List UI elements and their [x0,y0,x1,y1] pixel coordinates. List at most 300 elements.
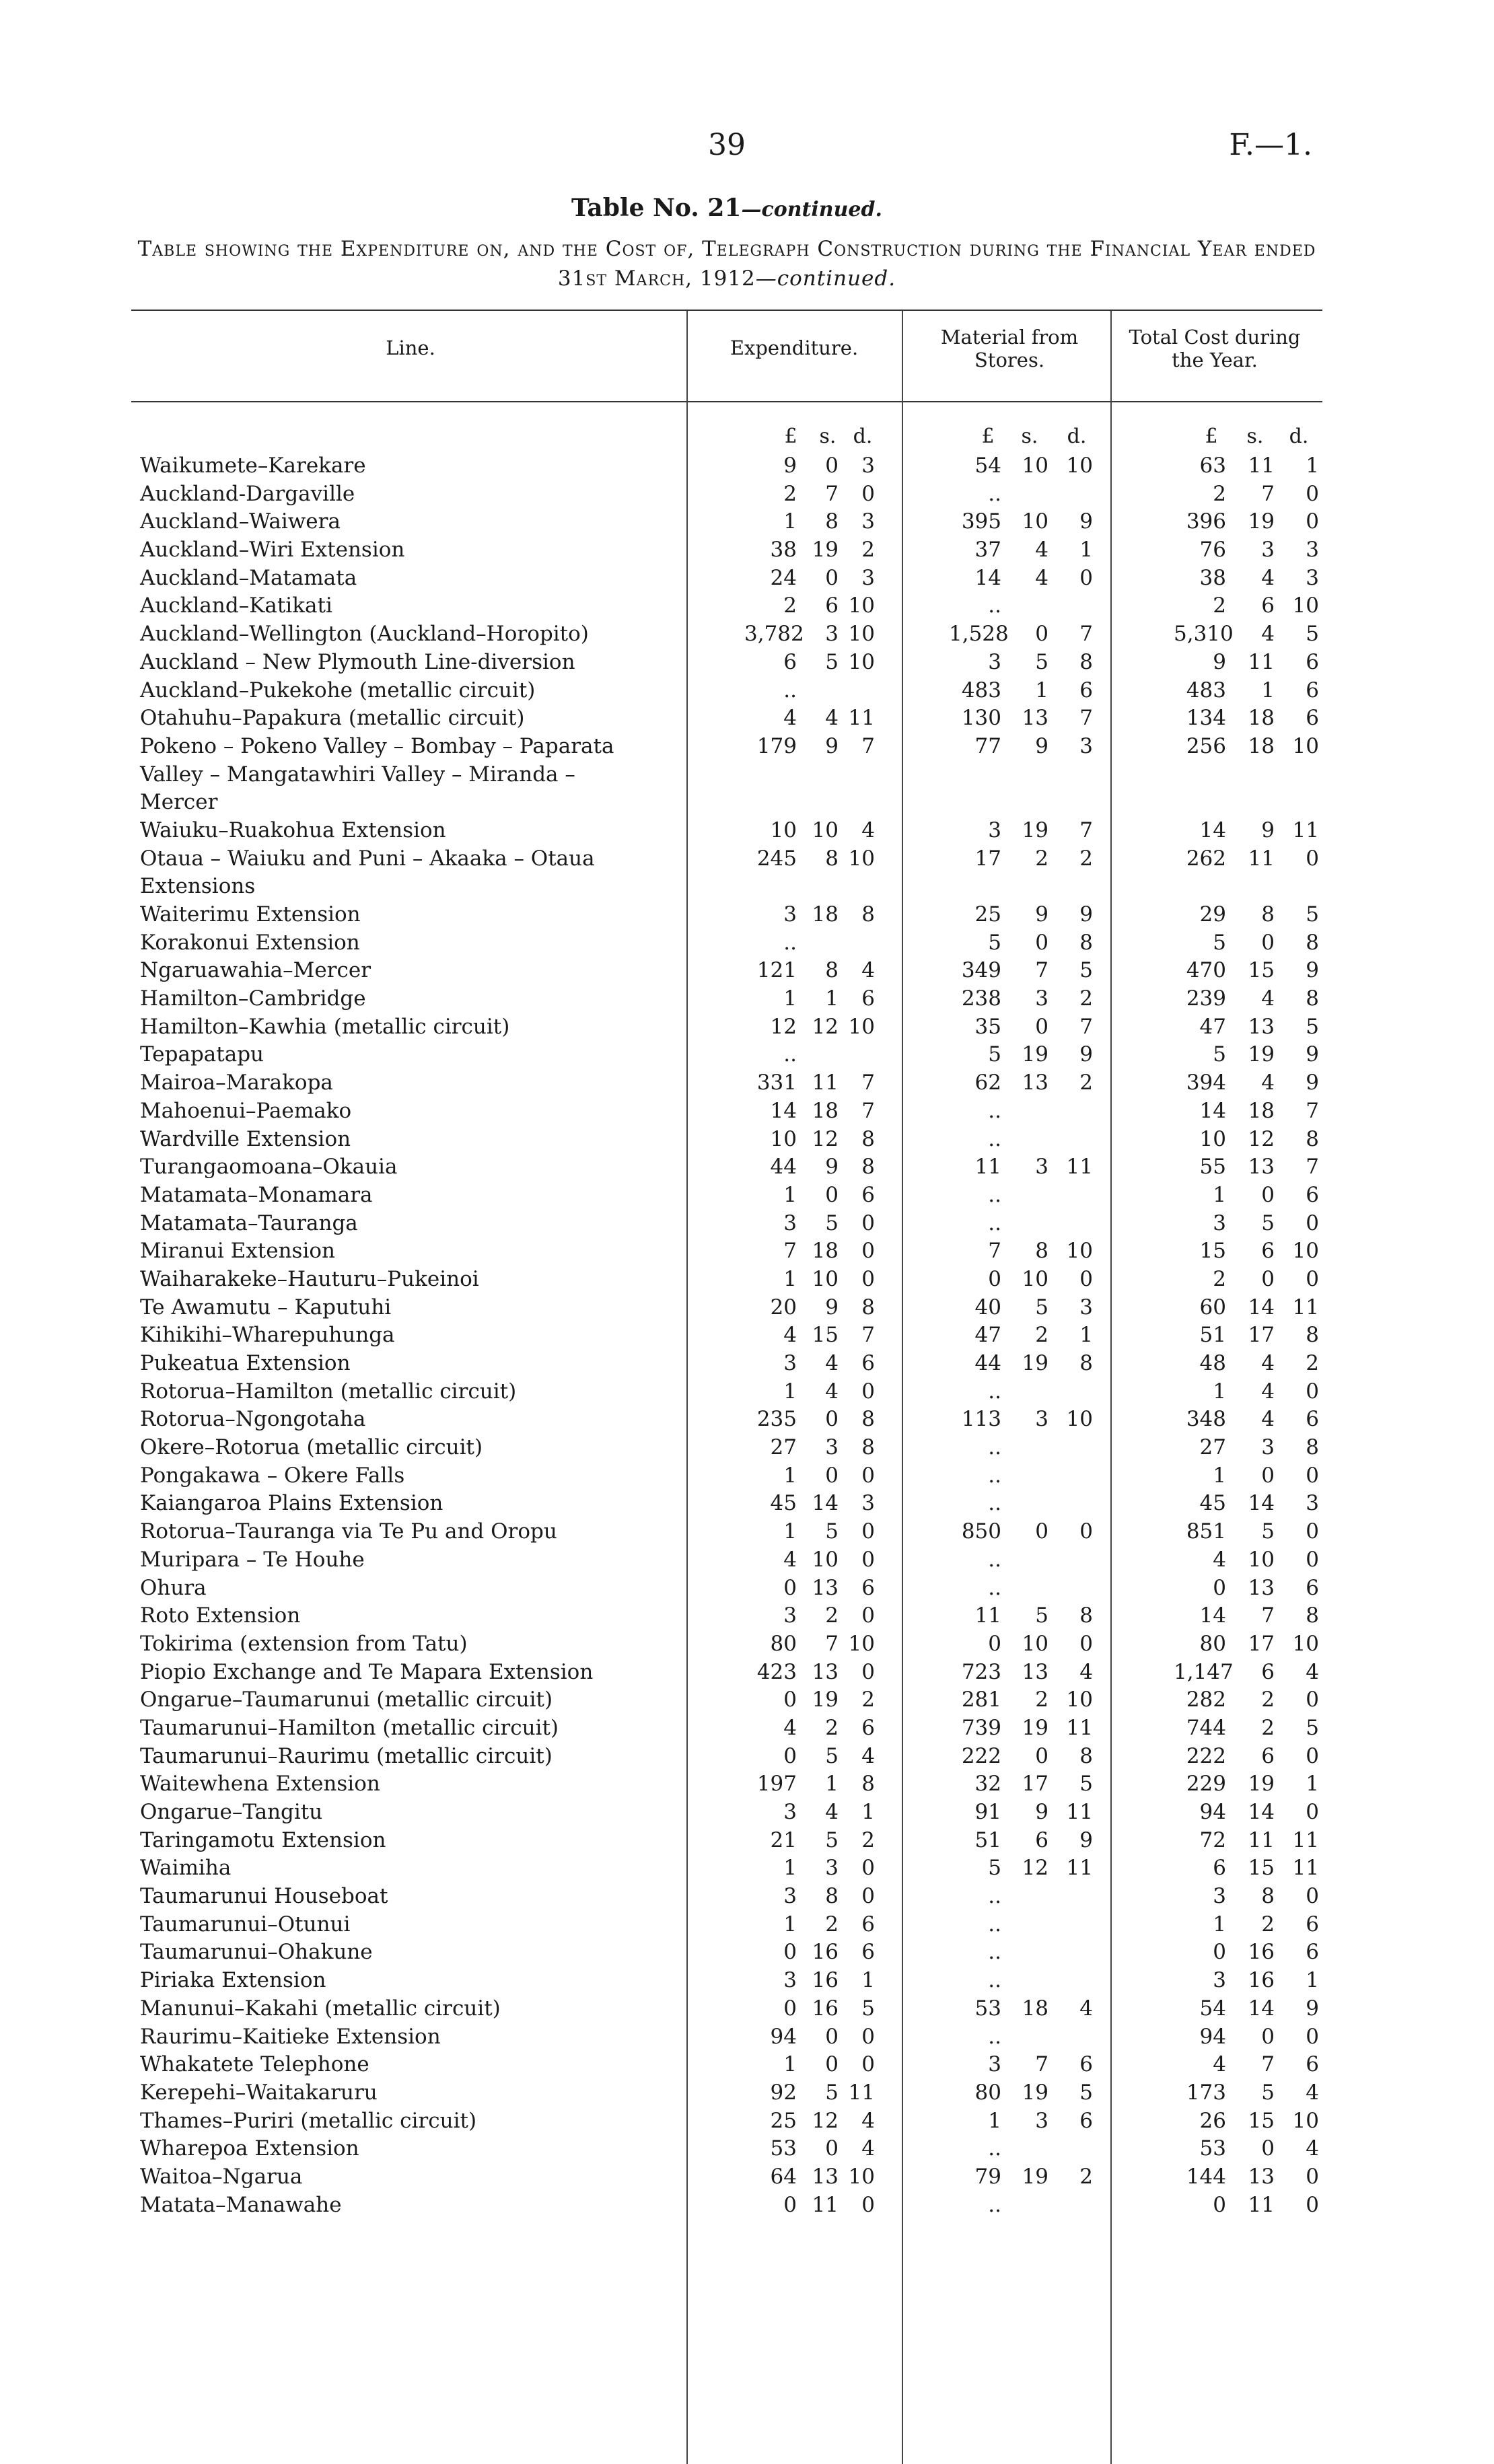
table-row [0,1291,1494,1319]
exp-pounds: 3 [783,1968,797,1993]
table-row [0,1936,1494,1964]
tot-pounds: 51 [1199,1323,1226,1348]
exp-pence: 8 [861,902,875,927]
mat-pence: 10 [1066,454,1093,478]
tot-shillings: 11 [1248,454,1275,478]
line-name: Kerepehi–Waitakaruru [140,2080,378,2105]
tot-pence: 10 [1292,1239,1319,1264]
tot-pounds: 10 [1199,1126,1226,1151]
exp-shillings: 5 [825,1827,839,1852]
tot-shillings: 18 [1248,1098,1275,1123]
line-name: Okere–Rotorua (metallic circuit) [140,1435,483,1460]
exp-pounds: 2 [783,481,797,506]
tot-pounds: 5,310 [1174,622,1234,647]
tot-pounds: 4 [1213,1547,1226,1572]
tot-pence: 10 [1292,1631,1319,1656]
mat-pounds: 44 [974,1351,1001,1376]
tot-pounds: 3 [1213,1884,1226,1909]
mat-pounds: 14 [974,565,1001,590]
tot-pence: 0 [1306,2024,1319,2049]
exp-pounds: 80 [770,1631,797,1656]
exp-pence: 10 [848,649,875,674]
table-row [0,589,1494,618]
exp-shillings: 3 [825,1856,839,1881]
tot-pence: 0 [1306,1519,1319,1544]
mat-shillings: 10 [1022,509,1048,534]
exp-pence: 10 [848,593,875,618]
exp-pounds: 10 [770,1126,797,1151]
mat-pence: 4 [1079,1659,1093,1684]
tot-shillings: 11 [1248,846,1275,871]
exp-pence: 0 [861,1239,875,1264]
mat-shillings: 19 [1022,2080,1048,2105]
tot-pounds: 27 [1199,1435,1226,1460]
exp-pence: 10 [848,2164,875,2189]
exp-pounds: 20 [770,1295,797,1319]
exp-pounds: 1 [783,1379,797,1404]
header-expenditure: Expenditure. [730,336,859,359]
mat-pounds: 3 [988,818,1001,842]
exp-pence: 3 [861,565,875,590]
exp-pounds: 179 [756,733,797,758]
tot-pounds: 14 [1199,1098,1226,1123]
tot-shillings: 4 [1261,1071,1275,1095]
mat-pounds: 5 [988,1042,1001,1067]
tot-pounds: 72 [1199,1827,1226,1852]
tot-pence: 11 [1292,818,1319,842]
table-row [0,1403,1494,1431]
tot-pounds: 1 [1213,1182,1226,1207]
tot-pence: 5 [1306,622,1319,647]
mat-pounds: 723 [961,1659,1001,1684]
tot-pence: 9 [1306,1996,1319,2021]
exp-shillings: 4 [825,1351,839,1376]
mat-pounds: 7 [988,1239,1001,1264]
unit-pound-exp: £ [784,425,797,448]
table-row [0,1599,1494,1628]
mat-shillings: 2 [1035,1323,1048,1348]
tot-pence: 1 [1306,1772,1319,1797]
exp-pence: 4 [861,2136,875,2161]
tot-pence: 6 [1306,2052,1319,2077]
table-row [0,1544,1494,1572]
table-row [0,1880,1494,1908]
mat-pounds: 130 [961,706,1001,731]
exp-pounds: .. [783,1042,797,1067]
tot-shillings: 5 [1261,1210,1275,1235]
line-name: Muripara – Te Houhe [140,1547,365,1572]
exp-pence: 1 [861,1800,875,1825]
exp-shillings: 0 [825,565,839,590]
tot-pounds: 38 [1199,565,1226,590]
mat-pence: 5 [1079,2080,1093,2105]
tot-pounds: 2 [1213,1266,1226,1291]
mat-pounds: 1 [988,2108,1001,2133]
tot-shillings: 0 [1261,2024,1275,2049]
mat-pence: 2 [1079,2164,1093,2189]
mat-pounds: 5 [988,1856,1001,1881]
tot-pence: 6 [1306,1182,1319,1207]
mat-pence: 8 [1079,1603,1093,1628]
mat-shillings: 19 [1022,818,1048,842]
mat-shillings: 13 [1022,1071,1048,1095]
exp-pence: 6 [861,1351,875,1376]
mat-shillings: 19 [1022,1715,1048,1740]
tot-pounds: 239 [1186,986,1226,1011]
tot-pounds: 2 [1213,593,1226,618]
exp-pounds: 4 [783,1547,797,1572]
table-row [0,1151,1494,1179]
mat-pounds: .. [988,1379,1001,1404]
tot-pounds: 396 [1186,509,1226,534]
mat-pence: 7 [1079,706,1093,731]
mat-shillings: 9 [1035,1800,1048,1825]
header-line: Line. [386,336,435,359]
tot-shillings: 12 [1248,1126,1275,1151]
tot-pounds: 94 [1199,1800,1226,1825]
exp-shillings: 5 [825,1519,839,1544]
line-name: Waitoa–Ngarua [140,2164,303,2189]
tot-pence: 0 [1306,1266,1319,1291]
exp-pounds: 45 [770,1491,797,1516]
mat-pence: 6 [1079,2108,1093,2133]
exp-pounds: 1 [783,1519,797,1544]
tot-pounds: 851 [1186,1519,1226,1544]
exp-pounds: 21 [770,1827,797,1852]
line-name: Piriaka Extension [140,1968,326,1993]
exp-pounds: 1 [783,1856,797,1881]
tot-pence: 4 [1306,2080,1319,2105]
exp-pounds: 2 [783,593,797,618]
tot-pounds: 15 [1199,1239,1226,1264]
tot-shillings: 7 [1261,2052,1275,2077]
mat-pounds: 51 [974,1827,1001,1852]
exp-pence: 8 [861,1772,875,1797]
mat-pounds: .. [988,1968,1001,1993]
exp-shillings: 7 [825,481,839,506]
table-row [0,898,1494,927]
exp-pounds: 14 [770,1098,797,1123]
mat-shillings: 8 [1035,1239,1048,1264]
table-row [0,1768,1494,1796]
mat-pounds: 35 [974,1014,1001,1039]
exp-pounds: 4 [783,706,797,731]
mat-pounds: 3 [988,649,1001,674]
table-row [0,1459,1494,1488]
tot-pence: 10 [1292,733,1319,758]
mat-shillings: 19 [1022,1351,1048,1376]
line-name: Auckland–Katikati [140,593,332,618]
tot-pence: 3 [1306,1491,1319,1516]
mat-pounds: 79 [974,2164,1001,2189]
tot-pence: 6 [1306,1940,1319,1965]
tot-shillings: 19 [1248,1772,1275,1797]
tot-pounds: 1,147 [1174,1659,1234,1684]
tot-pence: 1 [1306,1968,1319,1993]
exp-pence: 3 [861,454,875,478]
exp-shillings: 18 [812,1239,839,1264]
table-row [0,1712,1494,1740]
exp-pence: 6 [861,1182,875,1207]
exp-pence: 0 [861,1379,875,1404]
unit-shilling-tot: s. [1246,425,1264,448]
line-name: Mahoenui–Paemako [140,1098,352,1123]
tot-pence: 0 [1306,1743,1319,1768]
mat-pence: 5 [1079,958,1093,983]
tot-shillings: 5 [1261,1519,1275,1544]
tot-pounds: 45 [1199,1491,1226,1516]
exp-shillings: 8 [825,846,839,871]
tot-pounds: 26 [1199,2108,1226,2133]
tot-shillings: 14 [1248,1800,1275,1825]
line-name: Auckland–Waiwera [140,509,341,534]
header-top-rule [131,310,1322,311]
tot-pence: 11 [1292,1827,1319,1852]
tot-shillings: 4 [1261,986,1275,1011]
exp-pounds: 235 [756,1407,797,1432]
tot-pence: 9 [1306,1071,1319,1095]
table-row [0,618,1494,646]
mat-shillings: 4 [1035,565,1048,590]
mat-pounds: .. [988,1547,1001,1572]
line-name: Taumarunui–Hamilton (metallic circuit) [140,1715,559,1740]
exp-shillings: 2 [825,1603,839,1628]
exp-pence: 10 [848,622,875,647]
tot-pence: 8 [1306,986,1319,1011]
exp-shillings: 13 [812,2164,839,2189]
exp-shillings: 12 [812,1014,839,1039]
tot-pounds: 262 [1186,846,1226,871]
tot-pence: 5 [1306,1014,1319,1039]
line-name: Auckland-Dargaville [140,481,355,506]
tot-pence: 7 [1306,1098,1319,1123]
tot-pence: 11 [1292,1295,1319,1319]
tot-pence: 1 [1306,454,1319,478]
tot-shillings: 2 [1261,1688,1275,1712]
mat-pence: 8 [1079,649,1093,674]
mat-pounds: 222 [961,1743,1001,1768]
line-name: Taumarunui–Ohakune [140,1940,373,1965]
line-name: Raurimu–Kaitieke Extension [140,2024,441,2049]
mat-pence: 9 [1079,509,1093,534]
mat-pence: 2 [1079,986,1093,1011]
tot-pence: 5 [1306,902,1319,927]
tot-pounds: 54 [1199,1996,1226,2021]
mat-pounds: 11 [974,1155,1001,1180]
mat-pounds: .. [988,1210,1001,1235]
tot-pence: 6 [1306,678,1319,702]
mat-pounds: 1,528 [949,622,1009,647]
mat-shillings: 13 [1022,1659,1048,1684]
table-row [0,1235,1494,1263]
tot-pence: 8 [1306,930,1319,955]
tot-pounds: 80 [1199,1631,1226,1656]
exp-shillings: 8 [825,1884,839,1909]
exp-pence: 10 [848,1014,875,1039]
tot-pounds: 1 [1213,1912,1226,1936]
exp-shillings: 3 [825,622,839,647]
table-body [0,449,1494,2216]
table-row [0,2048,1494,2076]
exp-pence: 7 [861,1098,875,1123]
tot-shillings: 2 [1261,1912,1275,1936]
exp-pounds: 0 [783,1575,797,1600]
table-title-main: Table showing the Expenditure on, and the Cost of, Telegraph Construction during the Financial Year ended 31st March, 1912 [137,237,1316,291]
exp-shillings: 12 [812,1126,839,1151]
tot-pounds: 14 [1199,818,1226,842]
line-name: Rotorua–Tauranga via Te Pu and Oropu [140,1519,557,1544]
line-name: Mairoa–Marakopa [140,1071,333,1095]
table-number-suffix: —continued. [741,198,882,221]
mat-pence: 0 [1079,565,1093,590]
mat-shillings: 17 [1022,1772,1048,1797]
exp-shillings: 16 [812,1968,839,1993]
line-name: Rotorua–Ngongotaha [140,1407,366,1432]
exp-shillings: 10 [812,1547,839,1572]
mat-pounds: .. [988,1126,1001,1151]
exp-pounds: 4 [783,1715,797,1740]
exp-shillings: 10 [812,818,839,842]
tot-pence: 8 [1306,1603,1319,1628]
tot-pounds: 282 [1186,1688,1226,1712]
exp-pounds: 53 [770,2136,797,2161]
mat-pounds: 5 [988,930,1001,955]
tot-pounds: 394 [1186,1071,1226,1095]
exp-pence: 2 [861,1688,875,1712]
exp-shillings: 0 [825,1407,839,1432]
tot-pounds: 55 [1199,1155,1226,1180]
table-row [0,1572,1494,1600]
exp-pounds: 1 [783,2052,797,2077]
exp-pounds: .. [783,930,797,955]
exp-pence: 6 [861,1575,875,1600]
mat-pounds: 395 [961,509,1001,534]
table-row [0,1375,1494,1404]
tot-shillings: 17 [1248,1323,1275,1348]
tot-shillings: 0 [1261,1182,1275,1207]
mat-shillings: 5 [1035,649,1048,674]
tot-shillings: 10 [1248,1547,1275,1572]
exp-shillings: 14 [812,1491,839,1516]
exp-shillings: 9 [825,1155,839,1180]
mat-pounds: 11 [974,1603,1001,1628]
exp-pounds: 7 [783,1239,797,1264]
table-row [0,1038,1494,1066]
exp-shillings: 19 [812,538,839,563]
mat-pounds: .. [988,1435,1001,1460]
line-name: Pongakawa – Okere Falls [140,1463,405,1488]
tot-pence: 8 [1306,1435,1319,1460]
line-name: Kaiangaroa Plains Extension [140,1491,443,1516]
mat-pounds: .. [988,1912,1001,1936]
exp-pounds: 38 [770,538,797,563]
line-name: Auckland–Matamata [140,565,357,590]
unit-pound-tot: £ [1205,425,1218,448]
exp-pounds: 3 [783,1210,797,1235]
tot-shillings: 14 [1248,1295,1275,1319]
table-row [0,1179,1494,1207]
tot-shillings: 0 [1261,1463,1275,1488]
mat-pounds: 238 [961,986,1001,1011]
line-name: Matata–Manawahe [140,2192,342,2217]
exp-shillings: 12 [812,2108,839,2133]
table-row [0,1656,1494,1684]
exp-pounds: 1 [783,986,797,1011]
exp-pence: 10 [848,1631,875,1656]
tot-shillings: 7 [1261,481,1275,506]
exp-shillings: 4 [825,706,839,731]
mat-shillings: 0 [1035,930,1048,955]
line-name: Waiharakeke–Hauturu–Pukeinoi [140,1266,479,1291]
mat-pence: 5 [1079,1772,1093,1797]
mat-shillings: 3 [1035,1155,1048,1180]
exp-pounds: 3 [783,1603,797,1628]
exp-shillings: 19 [812,1688,839,1712]
table-row [0,814,1494,842]
exp-pounds: 94 [770,2024,797,2049]
exp-pounds: 0 [783,1688,797,1712]
line-name: Matamata–Tauranga [140,1210,358,1235]
tot-pounds: 29 [1199,902,1226,927]
table-row [0,842,1494,898]
exp-pounds: 3 [783,1351,797,1376]
tot-pence: 0 [1306,1884,1319,1909]
line-name: Rotorua–Hamilton (metallic circuit) [140,1379,517,1404]
exp-pence: 8 [861,1295,875,1319]
mat-pounds: .. [988,2136,1001,2161]
mat-pounds: 281 [961,1688,1001,1712]
tot-shillings: 15 [1248,958,1275,983]
mat-pence: 3 [1079,733,1093,758]
mat-pounds: .. [988,1491,1001,1516]
line-name: Waimiha [140,1856,232,1881]
mat-shillings: 18 [1022,1996,1048,2021]
exp-shillings: 15 [812,1323,839,1348]
exp-pence: 0 [861,1266,875,1291]
line-name: Hamilton–Cambridge [140,986,366,1011]
table-row [0,2189,1494,2217]
line-name: Waitewhena Extension [140,1772,380,1797]
exp-pence: 5 [861,1996,875,2021]
mat-pence: 11 [1066,1715,1093,1740]
mat-shillings: 19 [1022,2164,1048,2189]
tot-pence: 0 [1306,509,1319,534]
mat-pence: 8 [1079,1351,1093,1376]
exp-pence: 6 [861,1940,875,1965]
exp-pounds: 121 [756,958,797,983]
tot-pence: 9 [1306,1042,1319,1067]
exp-pence: 11 [848,706,875,731]
exp-pounds: 0 [783,1940,797,1965]
line-name: Ongarue–Taumarunui (metallic circuit) [140,1688,553,1712]
mat-pence: 0 [1079,1631,1093,1656]
tot-shillings: 2 [1261,1715,1275,1740]
mat-shillings: 3 [1035,1407,1048,1432]
tot-shillings: 13 [1248,2164,1275,2189]
table-row [0,646,1494,674]
table-row [0,505,1494,534]
mat-pounds: .. [988,1575,1001,1600]
mat-pence: 11 [1066,1856,1093,1881]
exp-pence: 6 [861,986,875,1011]
exp-pence: 0 [861,1463,875,1488]
tot-shillings: 3 [1261,1435,1275,1460]
mat-shillings: 0 [1035,622,1048,647]
tot-pence: 10 [1292,593,1319,618]
tot-shillings: 3 [1261,538,1275,563]
mat-shillings: 2 [1035,846,1048,871]
tot-shillings: 13 [1248,1014,1275,1039]
